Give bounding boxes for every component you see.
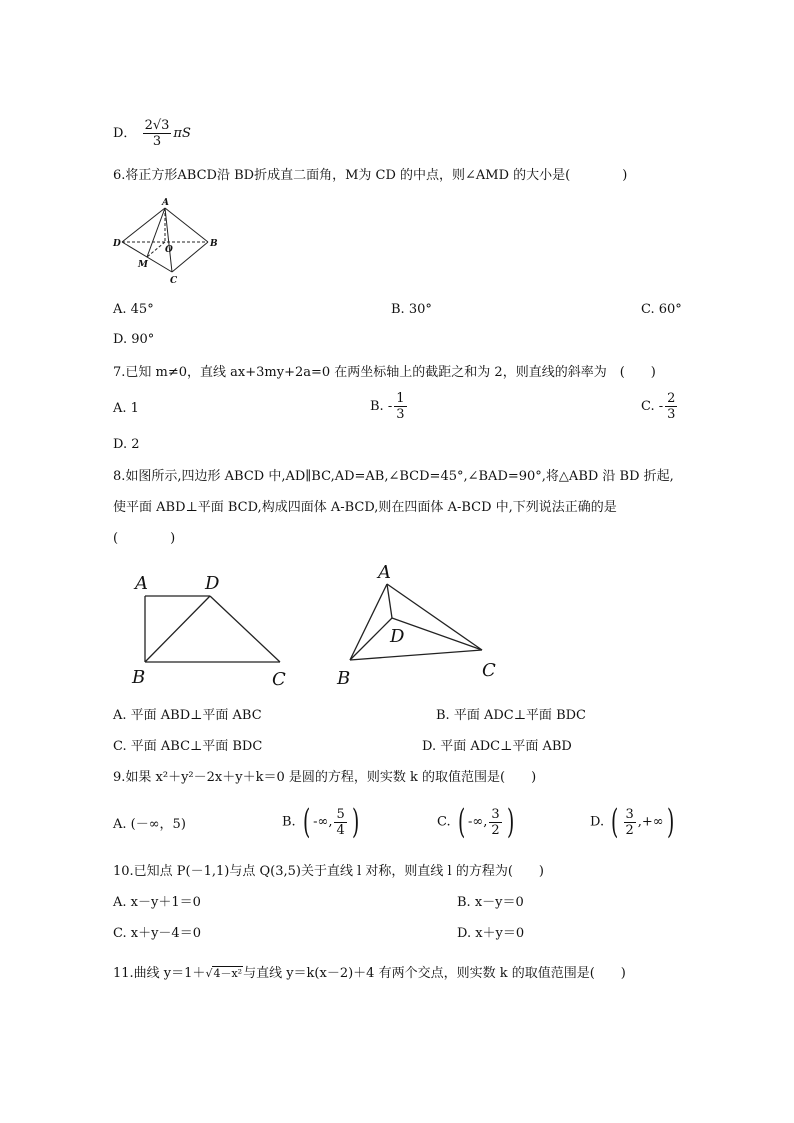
q8-option-c: C. 平面 ABC⊥平面 BDC	[113, 739, 263, 754]
edge-AC	[165, 208, 172, 272]
paren-open: (	[457, 802, 466, 842]
edge-CB	[172, 242, 208, 272]
label-C: C	[272, 669, 286, 690]
label-D: D	[390, 626, 405, 647]
q6-option-a: A. 45°	[113, 302, 154, 317]
fraction	[143, 118, 172, 149]
denominator: 2	[491, 822, 500, 838]
q10-option-a: A. x－y＋1＝0	[113, 895, 201, 910]
q10-stem: 10.已知点 P(－1,1)与点 Q(3,5)关于直线 l 对称，则直线 l 的方程为( )	[113, 864, 544, 879]
edge-AD	[387, 584, 392, 618]
q9-option-d	[590, 802, 677, 842]
option-tail: πS	[173, 126, 191, 141]
denominator: 3	[152, 134, 162, 149]
label-C: C	[170, 276, 178, 286]
paren-close: )	[351, 802, 360, 842]
fraction	[489, 807, 501, 838]
numerator: 2√3	[144, 118, 170, 133]
edge-BC	[350, 650, 482, 660]
q8-option-b: B. 平面 ADC⊥平面 BDC	[436, 708, 586, 723]
q9-option-c	[437, 802, 517, 842]
interval-left: -∞,	[313, 814, 333, 830]
label-B: B	[210, 239, 218, 249]
label-M: M	[138, 260, 148, 270]
fraction	[665, 391, 677, 422]
q7-option-c	[641, 391, 679, 422]
numerator: 2	[667, 391, 676, 406]
option-label: C.	[437, 814, 451, 830]
q6-option-d: D. 90°	[113, 332, 155, 347]
paren-close: )	[666, 802, 674, 842]
q7-stem: 7.已知 m≠0，直线 ax+3my+2a=0 在两坐标轴上的截距之和为 2，则直线的斜率为 ( )	[113, 365, 656, 380]
label-D: D	[205, 573, 220, 594]
stem-post: 与直线 y＝k(x－2)＋4 有两个交点，则实数 k 的取值范围是( )	[243, 966, 626, 981]
edge-AB	[350, 584, 387, 660]
paren-close: )	[506, 802, 514, 842]
numerator: 3	[491, 806, 500, 822]
option-label: D．	[113, 126, 137, 141]
q5-option-d	[113, 118, 191, 149]
label-A: A	[135, 573, 148, 594]
denominator: 4	[336, 822, 345, 838]
q10-option-c: C. x＋y－4＝0	[113, 926, 201, 941]
numerator: 5	[336, 806, 345, 822]
q7-option-b	[370, 391, 409, 422]
q7-option-d: D. 2	[113, 437, 140, 452]
label-A: A	[378, 562, 391, 583]
interval-left: -∞,	[468, 814, 488, 830]
paren-open: (	[611, 802, 619, 842]
option-label: C. -	[641, 399, 664, 414]
sqrt: √4－x²	[205, 967, 243, 980]
q6-figure	[112, 194, 222, 286]
denominator: 3	[396, 407, 405, 422]
q11-stem	[113, 965, 626, 983]
q7-option-a: A. 1	[113, 401, 139, 416]
edge-BD	[350, 618, 392, 660]
q6-option-c: C. 60°	[641, 302, 682, 317]
q6-stem: 6.将正方形ABCD沿 BD折成直二面角，M为 CD 的中点，则∠AMD 的大小是( )	[113, 168, 628, 183]
q8-stem-line2: 使平面 ABD⊥平面 BCD,构成四面体 A-BCD,则在四面体 A-BCD 中,下列说法正确的是	[113, 500, 617, 515]
option-label: B. -	[370, 399, 393, 414]
denominator: 2	[625, 822, 634, 838]
edge-BD	[145, 596, 210, 662]
fraction	[334, 807, 346, 838]
q9-option-a: A. (－∞，5)	[113, 817, 186, 832]
label-O: O	[165, 245, 173, 255]
numerator: 3	[625, 806, 634, 822]
numerator: 1	[396, 391, 405, 406]
q8-option-a: A. 平面 ABD⊥平面 ABC	[113, 708, 262, 723]
q8-figure-tetrahedron	[330, 558, 505, 693]
edge-AB	[165, 208, 208, 242]
q9-stem: 9.如果 x²＋y²－2x＋y＋k＝0 是圆的方程，则实数 k 的取值范围是( )	[113, 770, 537, 785]
label-A: A	[162, 198, 169, 208]
label-B: B	[132, 667, 146, 688]
sqrt-argument: 4－x²	[213, 967, 243, 980]
stem-pre: 11.曲线 y＝1＋	[113, 966, 206, 981]
q10-option-b: B. x－y＝0	[457, 895, 524, 910]
edge-DC	[392, 618, 482, 650]
edge-DC	[210, 596, 280, 662]
paren-open: (	[302, 802, 311, 842]
interval-right: ,+∞	[637, 814, 664, 830]
label-D: D	[113, 239, 121, 249]
label-B: B	[337, 668, 351, 689]
q8-figure-quadrilateral	[125, 565, 300, 693]
q8-stem-line3: ( )	[113, 531, 176, 546]
option-label: B.	[282, 814, 296, 830]
q6-option-b: B. 30°	[391, 302, 432, 317]
fraction	[394, 391, 406, 422]
denominator: 3	[667, 407, 676, 422]
q10-option-d: D. x＋y＝0	[457, 926, 525, 941]
label-C: C	[482, 660, 496, 681]
q8-option-d: D. 平面 ADC⊥平面 ABD	[422, 739, 572, 754]
q9-option-b	[282, 802, 362, 842]
fraction	[624, 807, 636, 838]
q8-stem-line1: 8.如图所示,四边形 ABCD 中,AD∥BC,AD=AB,∠BCD=45°,∠BAD=90°,将△ABD 沿 BD 折起,	[113, 469, 674, 484]
option-label: D.	[590, 814, 605, 830]
